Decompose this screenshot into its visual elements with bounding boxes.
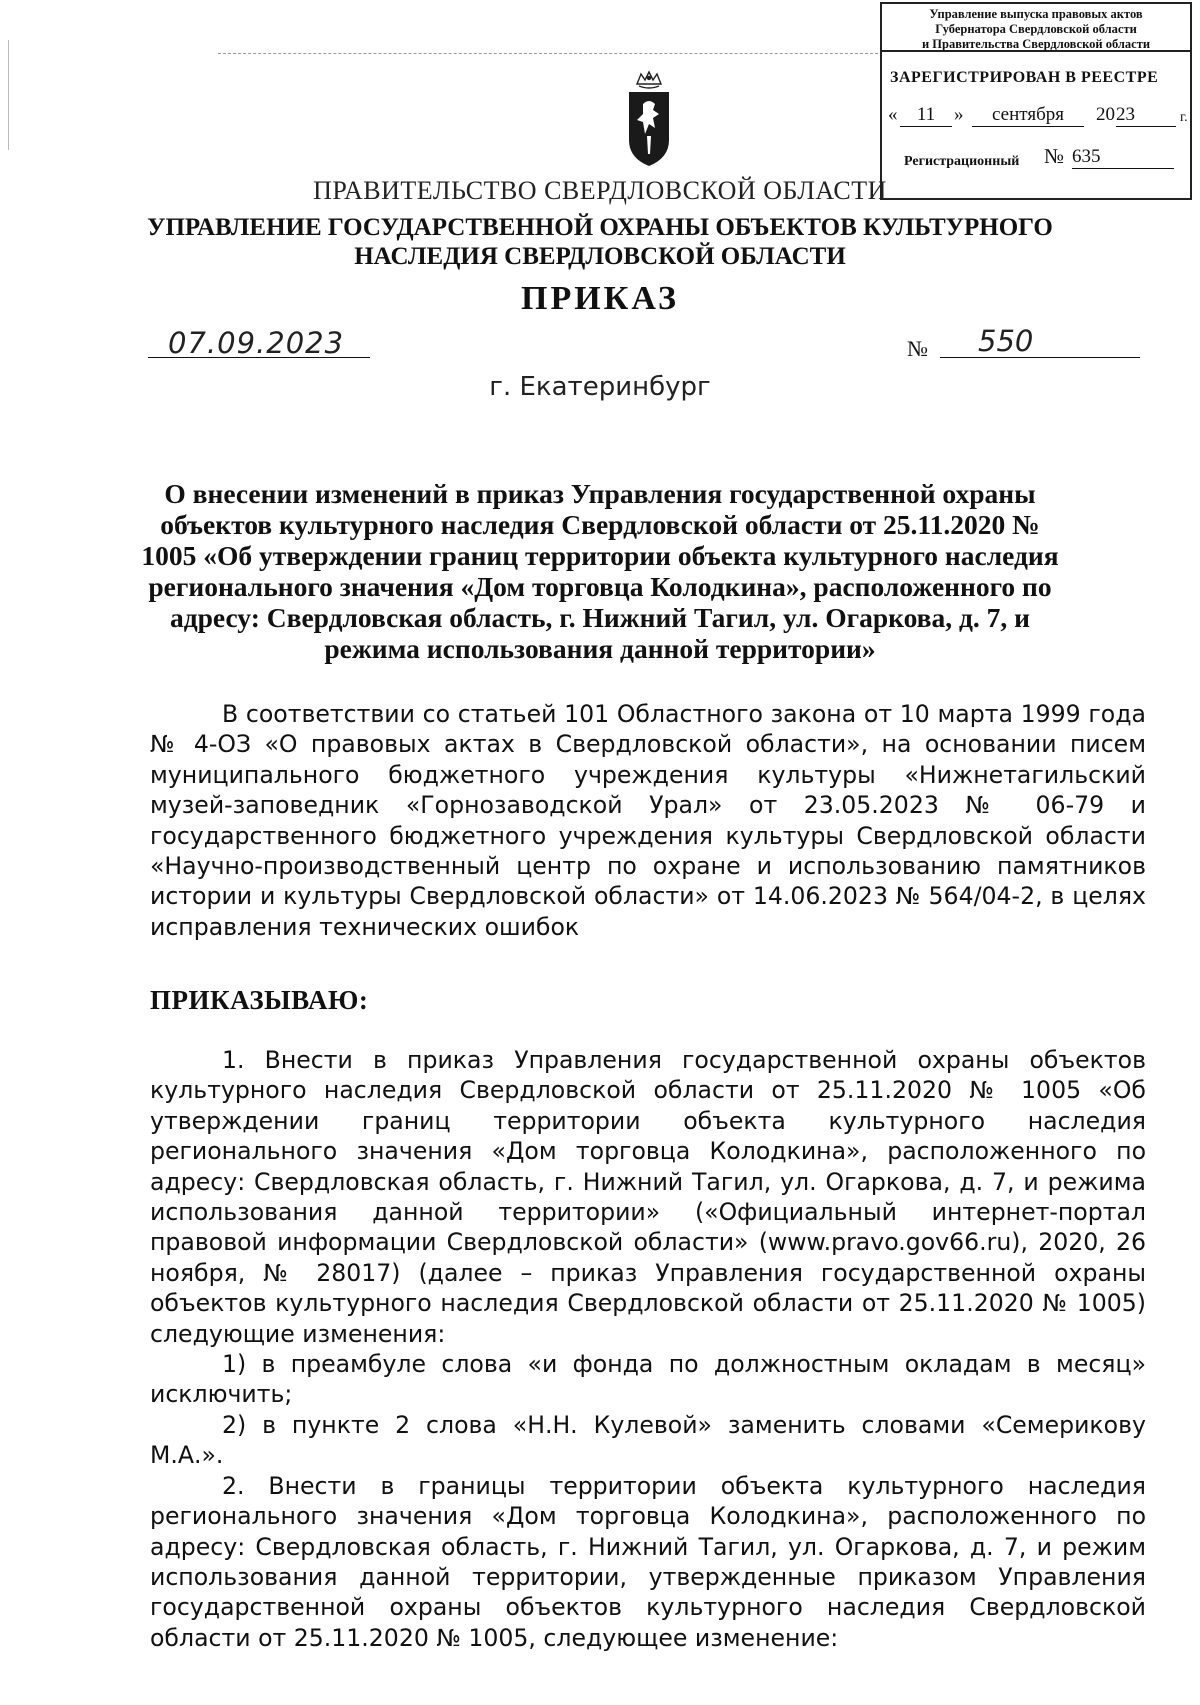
date-underline	[148, 357, 370, 358]
preamble: В соответствии со статьей 101 Областного закона от 10 марта 1999 года № 4-ОЗ «О правовых актах в Свердловской области», на основании писем муниципального бюджетного учреждения культуры «Нижнетагильский музей-заповедник «Горнозаводской Урал» от 23.05.2023 № 06-79 и государственного бюджетного учреждения культуры Свердловской области «Научно-производственный центр по охране и использованию памятников истории и культуры Свердловской области» от 14.06.2023 № 564/04-2, в целях исправления технических ошибок	[150, 700, 1146, 941]
stamp-header-line: Управление выпуска правовых актов	[929, 7, 1143, 21]
document-type: ПРИКАЗ	[521, 280, 679, 317]
order-item: 2) в пункте 2 слова «Н.Н. Кулевой» заменить словами «Семерикову М.А.».	[150, 1410, 1146, 1470]
number-label: №	[907, 336, 928, 361]
stamp-day: 11	[900, 104, 952, 127]
government-name: ПРАВИТЕЛЬСТВО СВЕРДЛОВСКОЙ ОБЛАСТИ	[313, 176, 887, 205]
stamp-registered-title: ЗАРЕГИСТРИРОВАН В РЕЕСТРЕ	[890, 69, 1159, 86]
stamp-reg-label: Регистрационный	[904, 154, 1020, 169]
stamp-year-suffix: 23	[1116, 104, 1176, 127]
stamp-no-sign: №	[1044, 144, 1065, 168]
preamble-block	[150, 699, 1146, 942]
stamp-year-label: г.	[1180, 110, 1188, 125]
stamp-open-quote: «	[888, 104, 898, 125]
order-item: 1) в преамбуле слова «и фонда по должностным окладам в месяц» исключить;	[150, 1350, 1146, 1409]
stamp-close-quote: »	[954, 104, 964, 125]
department-name: УПРАВЛЕНИЕ ГОСУДАРСТВЕННОЙ ОХРАНЫ ОБЪЕКТОВ КУЛЬТУРНОГО НАСЛЕДИЯ СВЕРДЛОВСКОЙ ОБЛАСТИ	[147, 214, 1053, 270]
order-item: 2. Внести в границы территории объекта культурного наследия регионального значения «Дом торговца Колодкина», расположенного по адресу: Свердловская область, г. Нижний Тагил, ул. Огаркова, д. 7, и режим использования данной территории, утвержденные приказом Управления государственной охраны объектов культурного наследия Свердловской области от 25.11.2020 № 1005, следующее изменение:	[150, 1471, 1146, 1652]
stamp-header-line: и Правительства Свердловской области	[921, 37, 1151, 51]
order-date: 07.09.2023	[168, 326, 345, 360]
order-word: ПРИКАЗЫВАЮ:	[150, 985, 369, 1015]
coat-of-arms-emblem	[619, 70, 679, 170]
order-item: 1. Внести в приказ Управления государственной охраны объектов культурного наследия Свердловской области от 25.11.2020 № 1005 «Об утверждении границ территории объекта культурного наследия регионального значения «Дом торговца Колодкина», расположенного по адресу: Свердловская область, г. Нижний Тагил, ул. Огаркова, д. 7, и режима использования данной территории» («Официальный интернет-портал правовой информации Свердловской области» (www.pravo.gov66.ru), 2020, 26 ноября, № 28017) (далее – приказ Управления государственной охраны объектов культурного наследия Свердловской области от 25.11.2020 № 1005) следующие изменения:	[150, 1046, 1146, 1348]
scan-margin-mark	[8, 40, 9, 150]
stamp-year-prefix: 20	[1096, 104, 1115, 125]
document-title: О внесении изменений в приказ Управления государственной охраны объектов культурного наследия Свердловской области от 25.11.2020 № 1005 «Об утверждении границ территории объекта культурного наследия регионального значения «Дом торговца Колодкина», расположенного по адресу: Свердловская область, г. Нижний Тагил, ул. Огаркова, д. 7, и режима использования данной территории»	[141, 478, 1059, 664]
stamp-reg-number: 635	[1072, 146, 1174, 169]
scan-dashed-line	[218, 53, 878, 54]
stamp-header-line: Губернатора Свердловской области	[935, 22, 1137, 36]
city: г. Екатеринбург	[489, 372, 711, 402]
order-items	[150, 1045, 1146, 1653]
registration-stamp	[880, 2, 1192, 200]
order-number: 550	[978, 324, 1034, 358]
number-underline	[940, 357, 1140, 358]
stamp-month: сентября	[972, 104, 1084, 127]
stamp-header	[882, 4, 1190, 52]
